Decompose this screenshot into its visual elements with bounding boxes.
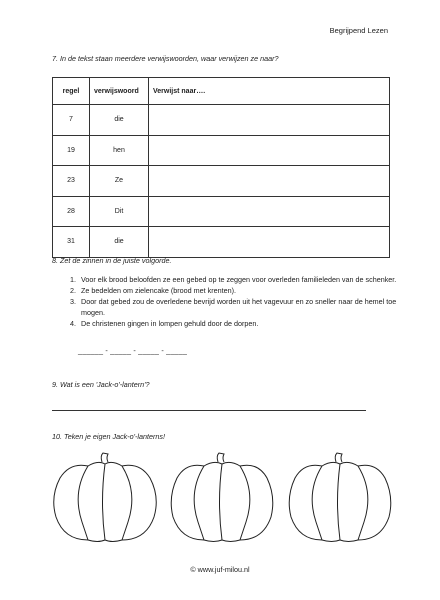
list-item: 3. Door dat gebed zou de overledene bevrijd worden uit het vagevuur en zo sneller naar de hemel toe mogen. xyxy=(78,296,413,318)
subject-header: Begrijpend Lezen xyxy=(329,26,388,35)
question-8-title: 8. Zet de zinnen in de juiste volgorde. xyxy=(52,256,172,265)
line-number-cell: 23 xyxy=(53,166,90,197)
order-answer-blanks[interactable]: ______ - _____ - _____ - _____ xyxy=(78,346,188,355)
answer-cell[interactable] xyxy=(149,166,390,197)
table-row xyxy=(53,135,390,166)
table-row xyxy=(53,166,390,197)
line-number-cell: 7 xyxy=(53,105,90,136)
answer-cell[interactable] xyxy=(149,105,390,136)
line-number-cell: 28 xyxy=(53,196,90,227)
reference-word-cell: die xyxy=(90,105,149,136)
question-9-title: 9. Wat is een 'Jack-o'-lantern'? xyxy=(52,380,150,389)
answer-cell[interactable] xyxy=(149,135,390,166)
table-row xyxy=(53,196,390,227)
reference-word-cell: die xyxy=(90,227,149,258)
column-header-regel: regel xyxy=(53,78,90,105)
reference-words-table xyxy=(52,77,390,258)
list-item: 1. Voor elk brood beloofden ze een gebed op te zeggen voor overleden familieleden van de schenker. xyxy=(78,274,413,285)
table-row xyxy=(53,105,390,136)
pumpkin-outline-3[interactable] xyxy=(286,452,394,544)
list-item: 4. De christenen gingen in lompen gehuld door de dorpen. xyxy=(78,318,413,329)
question-10-title: 10. Teken je eigen Jack-o'-lanterns! xyxy=(52,432,165,441)
column-header-verwijst-naar: Verwijst naar…. xyxy=(149,78,390,105)
reference-word-cell: Ze xyxy=(90,166,149,197)
sentence-list xyxy=(64,274,413,329)
pumpkin-outline-2[interactable] xyxy=(168,452,276,544)
pumpkin-outline-1[interactable] xyxy=(50,452,160,544)
answer-cell[interactable] xyxy=(149,227,390,258)
copyright-footer: © www.juf-milou.nl xyxy=(190,565,250,574)
reference-word-cell: hen xyxy=(90,135,149,166)
reference-word-cell: Dit xyxy=(90,196,149,227)
line-number-cell: 31 xyxy=(53,227,90,258)
question-7-title: 7. In de tekst staan meerdere verwijswoorden, waar verwijzen ze naar? xyxy=(52,54,279,63)
list-item: 2. Ze bedelden om zielencake (brood met krenten). xyxy=(78,285,413,296)
table-row xyxy=(53,227,390,258)
line-number-cell: 19 xyxy=(53,135,90,166)
table-header-row xyxy=(53,78,390,105)
answer-cell[interactable] xyxy=(149,196,390,227)
column-header-verwijswoord: verwijswoord xyxy=(90,78,149,105)
answer-line[interactable] xyxy=(52,410,366,411)
